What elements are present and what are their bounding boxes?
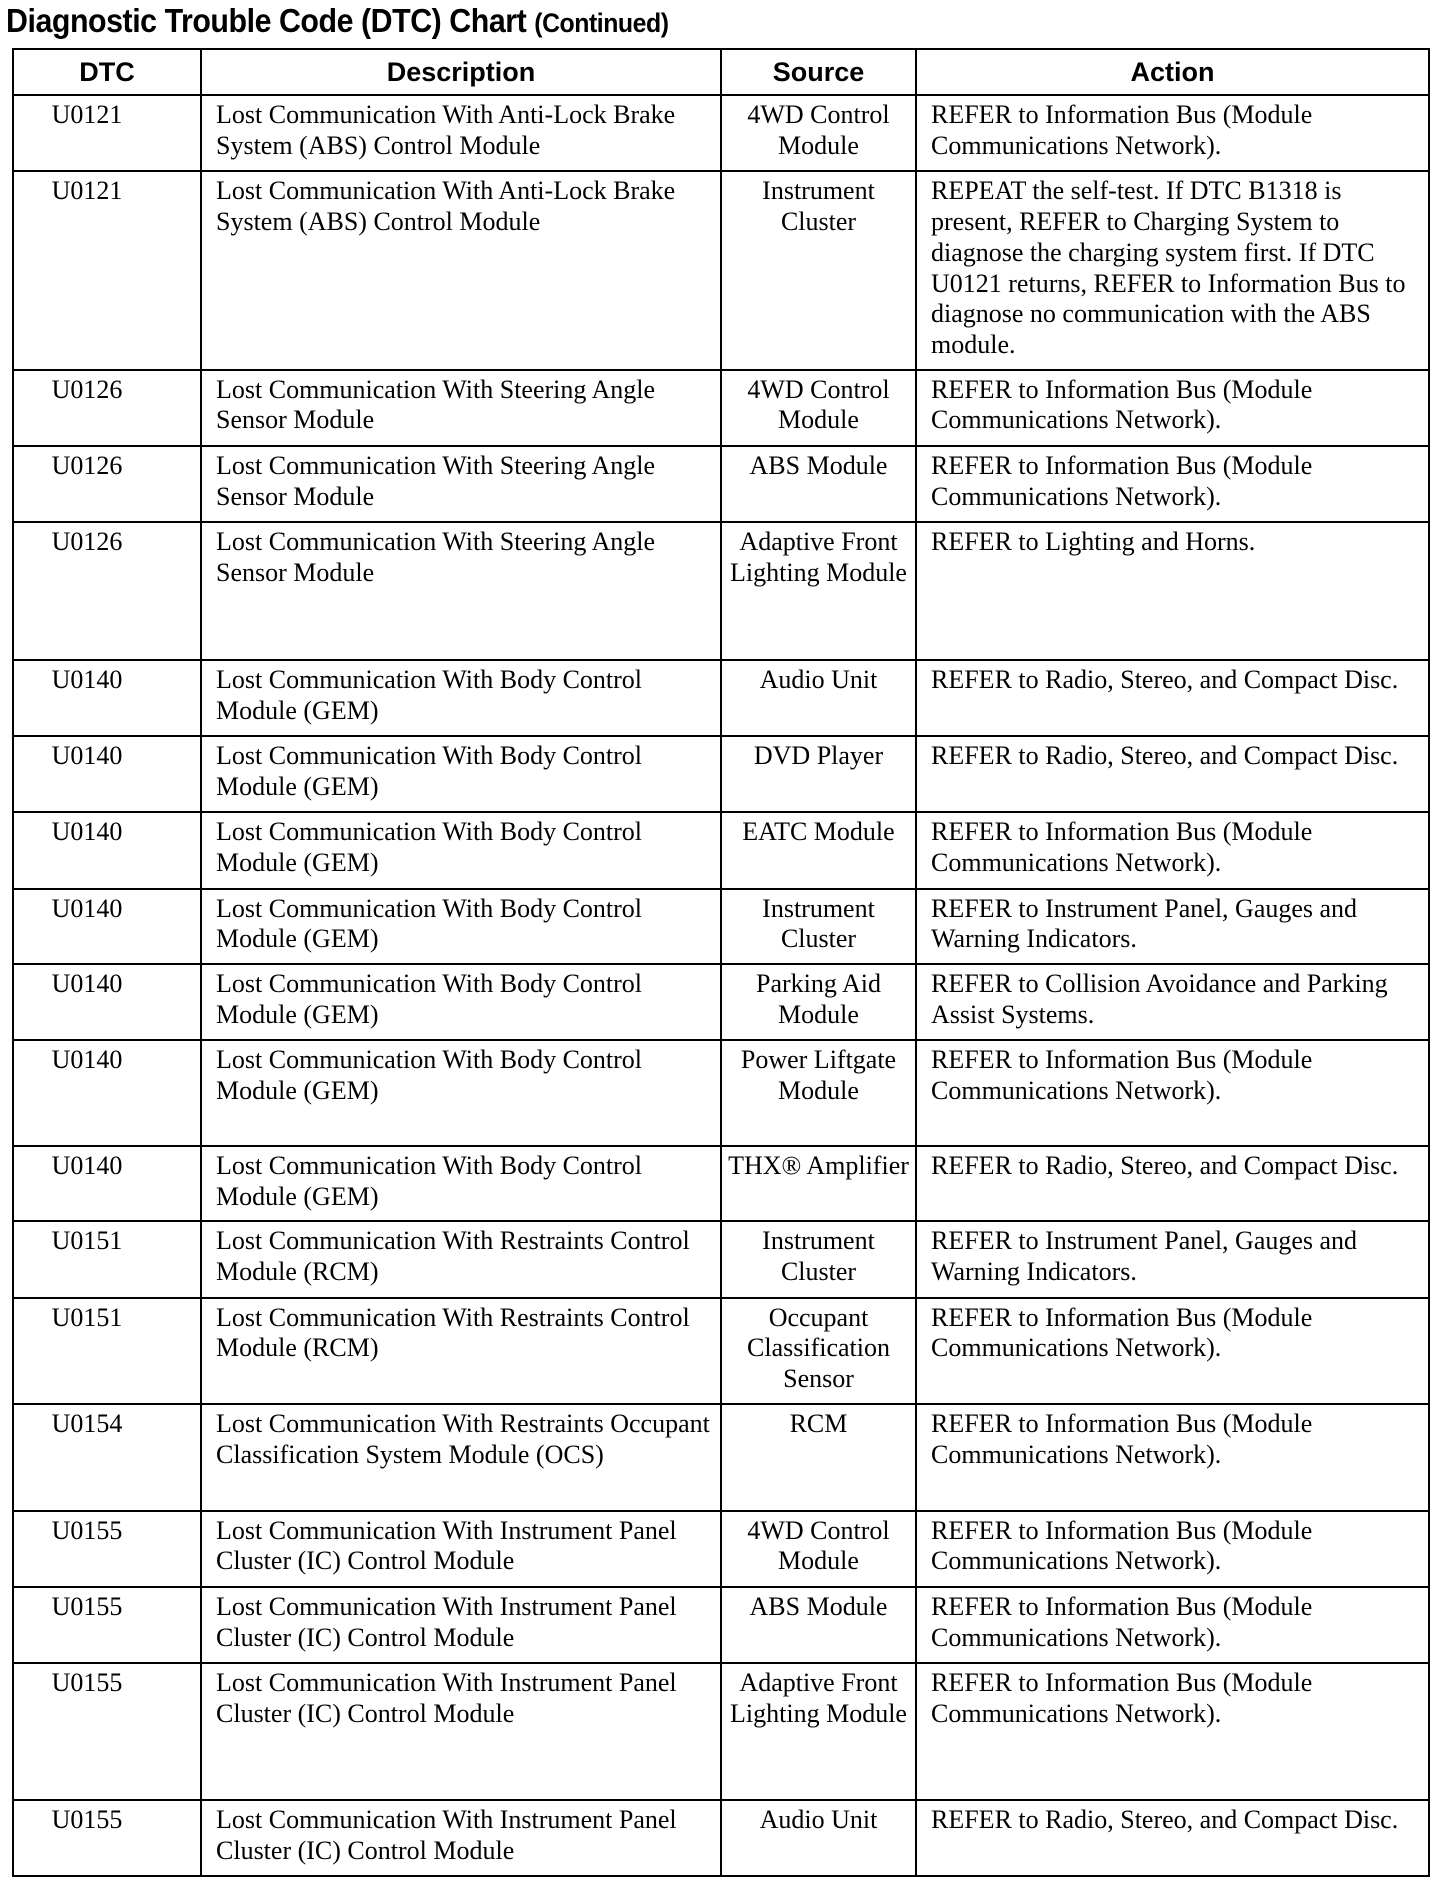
table-row: [13, 370, 1429, 446]
description-cell: Lost Communication With Body Control Module (GEM): [201, 812, 721, 888]
dtc-cell: U0140: [13, 812, 201, 888]
table-row: [13, 1040, 1429, 1146]
table-row: [13, 1663, 1429, 1800]
action-cell: REFER to Radio, Stereo, and Compact Disc.: [916, 660, 1429, 736]
source-cell: RCM: [721, 1404, 916, 1510]
action-cell: REFER to Information Bus (Module Communications Network).: [916, 1511, 1429, 1587]
dtc-cell: U0151: [13, 1298, 201, 1404]
description-cell: Lost Communication With Restraints Control Module (RCM): [201, 1221, 721, 1297]
dtc-cell: U0154: [13, 1404, 201, 1510]
table-row: [13, 1146, 1429, 1221]
action-cell: REFER to Information Bus (Module Communications Network).: [916, 812, 1429, 888]
dtc-cell: U0140: [13, 964, 201, 1040]
source-cell: ABS Module: [721, 1587, 916, 1663]
description-cell: Lost Communication With Body Control Module (GEM): [201, 1146, 721, 1221]
source-cell: Parking Aid Module: [721, 964, 916, 1040]
page-title: [6, 2, 669, 40]
source-cell: DVD Player: [721, 736, 916, 812]
source-cell: Power Liftgate Module: [721, 1040, 916, 1146]
description-cell: Lost Communication With Steering Angle Sensor Module: [201, 370, 721, 446]
source-cell: Adaptive Front Lighting Module: [721, 1663, 916, 1800]
description-cell: Lost Communication With Body Control Module (GEM): [201, 964, 721, 1040]
description-cell: Lost Communication With Body Control Module (GEM): [201, 660, 721, 736]
source-cell: THX® Amplifier: [721, 1146, 916, 1221]
dtc-cell: U0140: [13, 660, 201, 736]
description-cell: Lost Communication With Instrument Panel Cluster (IC) Control Module: [201, 1587, 721, 1663]
description-cell: Lost Communication With Instrument Panel Cluster (IC) Control Module: [201, 1800, 721, 1876]
dtc-cell: U0155: [13, 1800, 201, 1876]
table-row: [13, 95, 1429, 171]
header-source: Source: [721, 49, 916, 95]
header-row: [13, 49, 1429, 95]
description-cell: Lost Communication With Body Control Module (GEM): [201, 1040, 721, 1146]
table-row: [13, 1221, 1429, 1297]
source-cell: Audio Unit: [721, 660, 916, 736]
dtc-cell: U0155: [13, 1663, 201, 1800]
action-cell: REFER to Information Bus (Module Communications Network).: [916, 95, 1429, 171]
action-cell: REFER to Instrument Panel, Gauges and Warning Indicators.: [916, 1221, 1429, 1297]
source-cell: Instrument Cluster: [721, 1221, 916, 1297]
source-cell: Audio Unit: [721, 1800, 916, 1876]
dtc-cell: U0140: [13, 736, 201, 812]
table-row: [13, 1298, 1429, 1404]
action-cell: REFER to Information Bus (Module Communications Network).: [916, 1298, 1429, 1404]
description-cell: Lost Communication With Steering Angle Sensor Module: [201, 522, 721, 660]
table-row: [13, 1404, 1429, 1510]
action-cell: REFER to Information Bus (Module Communications Network).: [916, 370, 1429, 446]
source-cell: Instrument Cluster: [721, 889, 916, 964]
dtc-table: [12, 48, 1430, 1877]
dtc-cell: U0140: [13, 889, 201, 964]
action-cell: REFER to Radio, Stereo, and Compact Disc.: [916, 736, 1429, 812]
description-cell: Lost Communication With Restraints Occupant Classification System Module (OCS): [201, 1404, 721, 1510]
table-row: [13, 660, 1429, 736]
action-cell: REFER to Information Bus (Module Communications Network).: [916, 1587, 1429, 1663]
description-cell: Lost Communication With Body Control Module (GEM): [201, 889, 721, 964]
action-cell: REFER to Collision Avoidance and Parking Assist Systems.: [916, 964, 1429, 1040]
action-cell: REPEAT the self-test. If DTC B1318 is present, REFER to Charging System to diagnose the charging system first. If DTC U0121 returns, REFER to Information Bus to diagnose no communication with the ABS module.: [916, 171, 1429, 369]
table-row: [13, 736, 1429, 812]
table-row: [13, 1511, 1429, 1587]
title-text: Diagnostic Trouble Code (DTC) Chart: [6, 2, 527, 39]
table-row: [13, 889, 1429, 964]
action-cell: REFER to Radio, Stereo, and Compact Disc.: [916, 1146, 1429, 1221]
dtc-cell: U0140: [13, 1146, 201, 1221]
table-row: [13, 1800, 1429, 1876]
source-cell: 4WD Control Module: [721, 95, 916, 171]
title-suffix: (Continued): [534, 8, 669, 38]
table-row: [13, 812, 1429, 888]
description-cell: Lost Communication With Instrument Panel Cluster (IC) Control Module: [201, 1663, 721, 1800]
dtc-cell: U0121: [13, 171, 201, 369]
dtc-cell: U0121: [13, 95, 201, 171]
table-row: [13, 171, 1429, 369]
description-cell: Lost Communication With Body Control Module (GEM): [201, 736, 721, 812]
action-cell: REFER to Information Bus (Module Communications Network).: [916, 1663, 1429, 1800]
dtc-cell: U0155: [13, 1511, 201, 1587]
action-cell: REFER to Information Bus (Module Communications Network).: [916, 1404, 1429, 1510]
source-cell: Instrument Cluster: [721, 171, 916, 369]
table-row: [13, 1587, 1429, 1663]
source-cell: 4WD Control Module: [721, 1511, 916, 1587]
source-cell: Occupant Classification Sensor: [721, 1298, 916, 1404]
description-cell: Lost Communication With Steering Angle Sensor Module: [201, 446, 721, 522]
description-cell: Lost Communication With Restraints Control Module (RCM): [201, 1298, 721, 1404]
dtc-cell: U0126: [13, 522, 201, 660]
source-cell: EATC Module: [721, 812, 916, 888]
action-cell: REFER to Information Bus (Module Communications Network).: [916, 446, 1429, 522]
table-row: [13, 964, 1429, 1040]
dtc-cell: U0140: [13, 1040, 201, 1146]
header-description: Description: [201, 49, 721, 95]
header-action: Action: [916, 49, 1429, 95]
source-cell: 4WD Control Module: [721, 370, 916, 446]
description-cell: Lost Communication With Anti-Lock Brake System (ABS) Control Module: [201, 171, 721, 369]
source-cell: Adaptive Front Lighting Module: [721, 522, 916, 660]
dtc-cell: U0151: [13, 1221, 201, 1297]
table-row: [13, 446, 1429, 522]
action-cell: REFER to Lighting and Horns.: [916, 522, 1429, 660]
action-cell: REFER to Radio, Stereo, and Compact Disc.: [916, 1800, 1429, 1876]
source-cell: ABS Module: [721, 446, 916, 522]
dtc-cell: U0126: [13, 446, 201, 522]
description-cell: Lost Communication With Anti-Lock Brake System (ABS) Control Module: [201, 95, 721, 171]
table-row: [13, 522, 1429, 660]
action-cell: REFER to Instrument Panel, Gauges and Warning Indicators.: [916, 889, 1429, 964]
action-cell: REFER to Information Bus (Module Communications Network).: [916, 1040, 1429, 1146]
header-dtc: DTC: [13, 49, 201, 95]
description-cell: Lost Communication With Instrument Panel Cluster (IC) Control Module: [201, 1511, 721, 1587]
dtc-cell: U0126: [13, 370, 201, 446]
dtc-cell: U0155: [13, 1587, 201, 1663]
